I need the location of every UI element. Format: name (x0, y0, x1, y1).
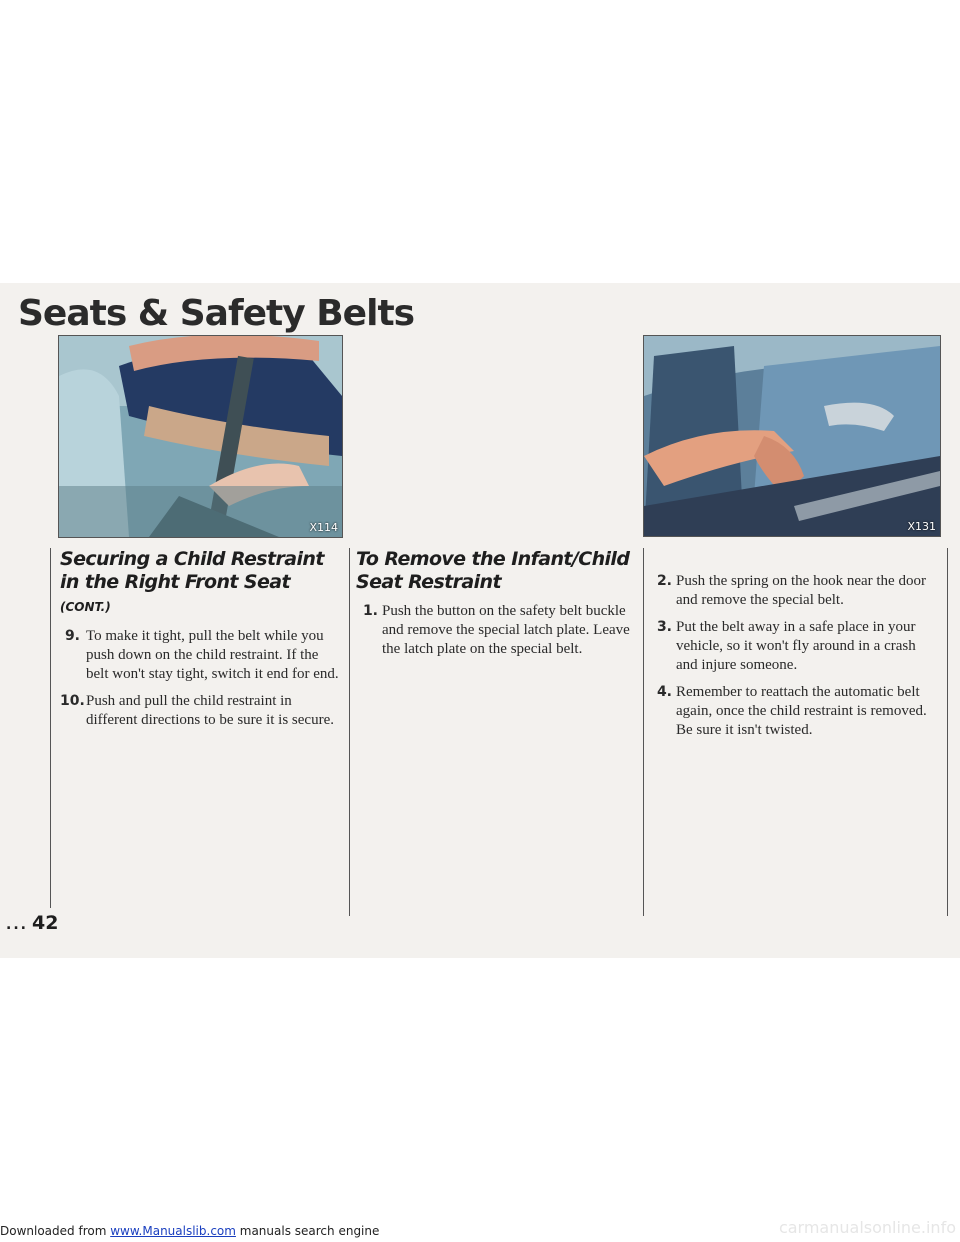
photo-code: X114 (309, 521, 338, 534)
belt-hook-photo (643, 335, 941, 537)
column-rule (947, 548, 948, 916)
step-list (650, 572, 940, 740)
step-number: 2. (656, 573, 672, 589)
footer-suffix: manuals search engine (235, 1224, 380, 1238)
step-text: Remember to reattach the automatic belt again, once the child restraint is removed. Be sure it isn't twisted. (676, 684, 927, 738)
step-item (650, 572, 940, 610)
step-text: Put the belt away in a safe place in your vehicle, so it won't fly around in a crash and injure someone. (676, 619, 916, 673)
section-heading (60, 548, 340, 619)
column-rule (643, 548, 644, 916)
step-text: Push the spring on the hook near the door and remove the special belt. (676, 573, 926, 608)
page-number-value: 42 (31, 912, 59, 934)
step-list (60, 627, 340, 730)
footer-prefix: Downloaded from (0, 1224, 111, 1238)
download-footer (0, 1224, 379, 1238)
column-3 (650, 572, 940, 748)
section-title: Seats & Safety Belts (18, 293, 415, 334)
page-number-dots: ... (6, 917, 28, 933)
column-2 (356, 548, 636, 667)
step-item (356, 602, 636, 659)
step-number: 3. (656, 619, 672, 635)
step-item (650, 683, 940, 740)
step-item (650, 618, 940, 675)
column-1 (60, 548, 340, 738)
section-heading: To Remove the Infant/Child Seat Restraint (356, 548, 630, 593)
step-list (356, 602, 636, 659)
step-text: Push the button on the safety belt buckle and remove the special latch plate. Leave the latch plate on the special belt. (382, 603, 630, 657)
column-rule (50, 548, 51, 908)
step-number: 9. (64, 628, 80, 644)
manualslib-link[interactable]: www.Manualslib.com (110, 1224, 236, 1238)
step-number: 1. (362, 603, 378, 619)
column-rule (349, 548, 350, 916)
step-item (60, 627, 340, 684)
heading-text: Securing a Child Restraint in the Right Front Seat (60, 548, 324, 593)
heading-continued: (CONT.) (60, 600, 111, 614)
watermark-text: carmanualsonline.info (778, 1218, 956, 1237)
child-restraint-photo (58, 335, 343, 538)
step-number: 4. (656, 684, 672, 700)
photo-code: X131 (907, 520, 936, 533)
step-text: Push and pull the child restraint in different directions to be sure it is secure. (86, 693, 334, 728)
step-text: To make it tight, pull the belt while you push down on the child restraint. If the belt won't stay tight, switch it end for end. (86, 628, 339, 682)
step-item (60, 692, 340, 730)
step-number: 10. (60, 693, 85, 709)
page-number (6, 912, 58, 934)
